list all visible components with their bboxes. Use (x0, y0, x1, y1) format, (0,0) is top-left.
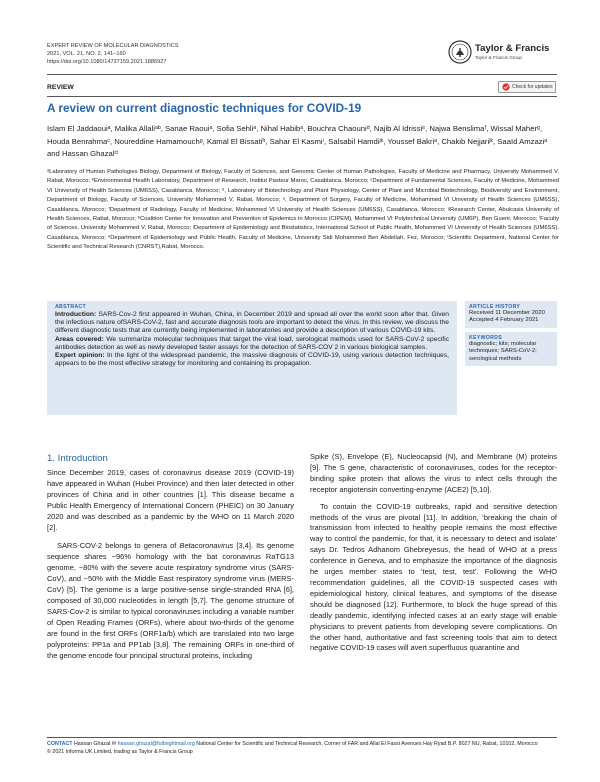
check-updates-button[interactable] (498, 81, 556, 93)
body-paragraph: Since December 2019, cases of coronavirus disease 2019 (COVID-19) have appeared in Wuhan (Hubei Province) and then later detected in other provinces of China and in other countries [1]. This disease became a Public Health Emergency of International Concern (PHEIC) on 30 January 2020 and was described as a pandemic by the WHO on 11 March 2020 [2]. (47, 468, 294, 532)
abstract-intro-label: Introduction: (55, 311, 97, 318)
abstract-areas-text: We summarize molecular techniques that target the viral load, serological methods used for SARS-CoV-2 specific antibodies detection as well as newly developed faster assays for the detection of SARS-COV 2 in various biological samples. (55, 335, 449, 351)
contact-name: Hassan Ghazal (72, 741, 112, 747)
abstract-opinion-text: In the light of the widespread pandemic, the massive diagnosis of COVID-19, using various detection techniques, appears to be the most effective strategy for monitoring and containing its propagation. (55, 352, 449, 368)
publisher-subname: Taylor & Francis Group (475, 55, 522, 60)
body-paragraph: To contain the COVID-19 outbreaks, rapid and sensitive detection methods of the virus are pivotal [11]. In addition, ‘breaking the chain of transmission from infected to healthy people remains the most effective way to control the pandemic, for that, it is necessary to detect and isolate’ says Dr. Tedros Adhanom Ghebreyesus, the head of WHO at a press conference in Geneva, and to emphasize the importance of the diagnosis he urges member states to ‘test, test, test’. Following the WHO recommendation guidelines, all the COVID-19 suspected cases with epidemiological history, clinical features, and symptoms of the disease should be diagnosed [12]. Furthermore, to block the huge spread of this deadly pandemic, identifying infected cases at an early stage will enable physicians to prevent patients from developing severe complications. On the other hand, authoritative and fast screening tools that aim to detect negative COVID-19 cases will avert superfluous quarantine and (310, 501, 557, 653)
abstract-areas (55, 336, 449, 352)
contact-address: National Center for Scientific and Technical Research, Corner of FAR and Allal El Fassi Avenues Hay Ryad B.P. 8027 NU, Rabat, 10102, Morocco (194, 741, 538, 747)
genus-name: Betacoronavirus (179, 541, 234, 551)
email-icon: ✉ (111, 741, 118, 747)
body-paragraph: Spike (S), Envelope (E), Nucleocapsid (N), and Membrane (M) proteins [9]. The S gene, characteristic of coronaviruses, codes for the receptor-binding spike protein that allows the virus to infect cells through the receptor angiotensin converting-enzyme (ACE2) [5,10]. (310, 452, 557, 494)
abstract-heading: ABSTRACT (55, 304, 86, 310)
abstract-opinion (55, 352, 449, 368)
received-date: Received 11 December 2020 (469, 310, 545, 316)
journal-volume: 2021, VOL. 21, NO. 2, 141–160 (47, 51, 126, 57)
keywords-list: diagnostic; kits; molecular techniques; SARS-CoV-2; serological methods (469, 340, 537, 362)
keywords-heading: KEYWORDS (469, 334, 502, 341)
body-paragraph (47, 541, 294, 661)
accepted-date: Accepted 4 February 2021 (469, 317, 539, 324)
journal-name: EXPERT REVIEW OF MOLECULAR DIAGNOSTICS (47, 43, 179, 49)
publisher-logo-icon (448, 40, 472, 64)
check-updates-label: Check for updates (512, 84, 553, 90)
contact-email-link[interactable]: hassan.ghazal@fulbrightmail.org (117, 741, 195, 747)
body-column-left (47, 468, 294, 661)
abstract-areas-label: Areas covered: (55, 335, 104, 343)
body-text: SARS-COV-2 belongs to genera of (57, 541, 180, 551)
author-list: Islam El Jaddaouiᵃ, Malika Allaliᵃᵇ, Sanae Raouiᵃ, Sofia Sehliᵃ, Nihal Habibᵃ, Bouchra Chaouniᵈ, Najib Al Idrissiᵉ, Najwa Benslimaᶠ, Wissal Maherᵍ, Houda Benrahmaᶜ, Noureddine Hamamouchᵍ, Kamal El Bissatiʰ, Sahar El Kasmiⁱ, Salsabil Hamdiʲᵏ, Youssef Bakriᵃ, Chakib Nejjariʲᵏ, Saaïd Amzaziᵃ and Hassan Ghazalᶜˡ (47, 124, 548, 158)
publisher-logo[interactable] (448, 40, 560, 66)
footer-rule (47, 737, 557, 738)
journal-header (47, 42, 179, 66)
contact-label: CONTACT (47, 741, 73, 747)
abstract-introduction (55, 311, 449, 336)
article-sidebar (465, 301, 557, 366)
body-column-right (310, 452, 557, 654)
doi-link[interactable]: https://doi.org/10.1080/14737159.2021.1886927 (47, 59, 167, 65)
title-rule (47, 96, 557, 97)
section-heading: 1. Introduction (47, 453, 108, 464)
history-heading: ARTICLE HISTORY (469, 304, 521, 310)
abstract-box (47, 301, 457, 415)
header-rule (47, 74, 557, 75)
copyright-line: © 2021 Informa UK Limited, trading as Taylor & Francis Group (47, 748, 193, 755)
article-title: A review on current diagnostic techniques for COVID-19 (47, 101, 362, 115)
contact-line (47, 741, 559, 749)
keywords-box (465, 332, 557, 366)
publisher-name: Taylor & Francis (475, 43, 550, 54)
affiliations: ᵃLaboratory of Human Pathologies Biology, Department of Biology, Faculty of Sciences, and Genomic Center of Human Pathologies, Faculty of Medicine and Pharmacy, University Mohammed V, Rabat, Morocco; ᵇEnvironmental Health Laboratory, Department of Research, Institut Pasteur Maroc, Casablanca, Morocco; ᶜDepartment of Fundamental Sciences, Faculty of Medicine, Mohammed VI University of Health Sciences (UM6SS), Casablanca, Morocco; ᵈ, Laboratory of Biotechnology and Plant Physiology, Center of Plant and Microbial Biotechnology, Biodiversity and Environment, Department of Biology, Faculty of Sciences, University Mohammed V, Rabat, Morocco; ᵉ, Department of Surgery, Faculty of Medicine, Mohammed VI University of Health Sciences (UM6SS), Casablanca, Morocco; ᶠDepartment of Radiology, Faculty of Medicine, Mohammed VI University of Health Sciences (UM6SS), Casablanca, Morocco; ᵍResearch Center, Abulcasis University of Health Sciences, Rabat, Morocco; ʰCoalition Center for Innovation and Prevention of Epidemics in Morocco (CIPEM), Mohammed VI Polytechnical University (UM6P), Ben Guerir, Morocco; ⁱFaculty of Sciences, University Mohammed V, Rabat, Morocco; ʲDepartment of Epidemiology and Biostatistics, International School of Public Health, Mohammed VI University of Health Sciences (UM6SS), Casablanca, Morocco; ᵏDepartment of Epidemiology and Public Health, Faculty of Medicine, University Sidi Mohammed Ben Abdellah, Fez, Morocco; ˡScientific Department, National Center for Scientific and Technical Research (CNRST),Rabat, Morocco. (47, 169, 559, 251)
abstract-opinion-label: Expert opinion: (55, 352, 105, 360)
footer (47, 741, 559, 757)
body-text: [3,4]. Its genome sequence shares ~96% homology with the bat coronavirus RaTG13 genome, ~80% with the severe acute respiratory syndrome virus (SARS-CoV), and ~50% with the Middle East respiratory syndrome virus (MERS-CoV) [5]. The genome is a large positive-sense single-stranded RNA [6], composed of 30,000 nucleotides in length [5,7]. The genome structure of SARS-Cov-2 is similar to typical coronaviruses including a variable number of Open Reading Frames (ORFs), where about two-thirds of the genome are found in the first ORFs (ORF1a/b) which are translated into two large polyproteins: PP1a and PP1ab [3,8]. The remaining ORFs in one-third of the genome encode four principal structural proteins, including (47, 541, 295, 660)
check-updates-icon (502, 83, 510, 91)
abstract-intro-text: SARS-Cov-2 first appeared in Wuhan, China, in December 2019 and spread all over the world soon after that. Given the infectious nature ofSARS-CoV-2, fast and accurate diagnosis tools are important to detect the virus. In this review, we discuss the different diagnostic tests that are currently being implemented in laboratories and provide a description of various COVID-19 kits. (55, 311, 449, 335)
history-box (465, 301, 557, 328)
article-type-label: REVIEW (47, 84, 74, 91)
